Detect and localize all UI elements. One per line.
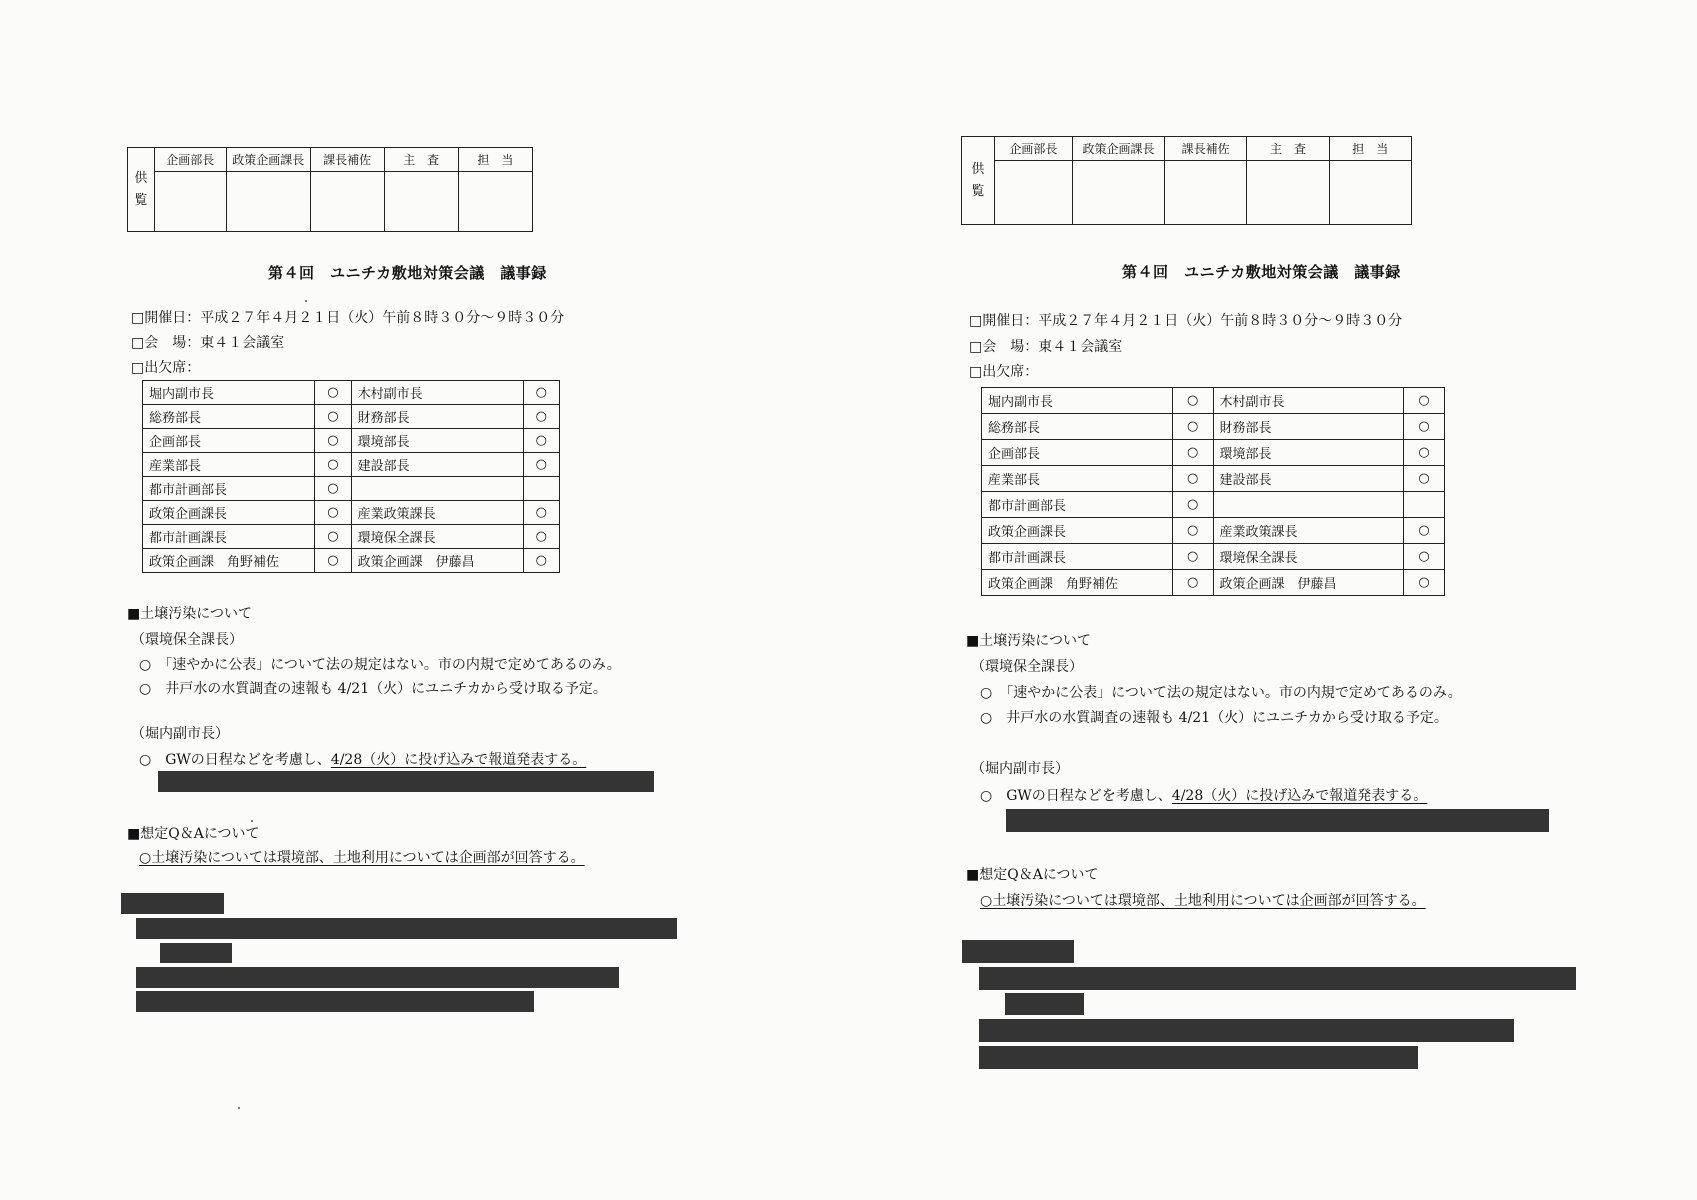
attendance-mark (1404, 492, 1445, 518)
approval-role-header: 課長補佐 (310, 148, 384, 172)
approval-role-header: 政策企画課長 (1073, 137, 1165, 161)
section-heading-qa: ■想定Q＆Aについて (127, 826, 260, 842)
attendee-name: 総務部長 (982, 414, 1173, 440)
attendee-name: 政策企画課長 (143, 501, 315, 525)
minutes-item: ○ 井戸水の水質調査の速報も 4/21（火）にユニチカから受け取る予定。 (139, 681, 607, 697)
approval-sign-cell (1165, 161, 1247, 225)
attendance-mark: ○ (523, 501, 559, 525)
attendee-name: 財務部長 (1213, 414, 1404, 440)
attendance-mark: ○ (1172, 518, 1213, 544)
attendance-mark: ○ (523, 549, 559, 573)
attendee-name: 都市計画課長 (143, 525, 315, 549)
minutes-item (980, 785, 1427, 805)
attendee-name: 堀内副市長 (982, 388, 1173, 414)
attendance-row (143, 549, 560, 573)
minutes-item: ○ 井戸水の水質調査の速報も 4/21（火）にユニチカから受け取る予定。 (980, 710, 1448, 726)
item-text: ○ GWの日程などを考慮し、 (980, 788, 1172, 804)
attendance-row (143, 405, 560, 429)
attendance-row (143, 453, 560, 477)
redaction-bar (979, 967, 1576, 990)
redaction-bar (962, 940, 1074, 963)
redaction-bar (1006, 809, 1549, 832)
attendance-mark: ○ (1172, 414, 1213, 440)
attendee-name: 財務部長 (351, 405, 523, 429)
attendance-row (982, 492, 1445, 518)
attendance-label: □出欠席： (131, 360, 201, 376)
attendance-mark: ○ (523, 453, 559, 477)
attendance-mark (523, 477, 559, 501)
attendance-row (143, 501, 560, 525)
attendance-mark: ○ (523, 429, 559, 453)
attendee-name: 企画部長 (982, 440, 1173, 466)
attendee-name (351, 477, 523, 501)
attendance-row (982, 388, 1445, 414)
item-underlined-text: ○土壌汚染については環境部、土地利用については企画部が回答する。 (980, 893, 1426, 909)
attendee-name: 都市計画部長 (143, 477, 315, 501)
approval-role-header: 企画部長 (994, 137, 1072, 161)
meeting-date: □開催日：平成２７年４月２１日（火）午前８時３０分～９時３０分 (969, 313, 1403, 329)
attendance-mark: ○ (315, 525, 351, 549)
attendance-mark: ○ (1404, 544, 1445, 570)
section-heading-qa: ■想定Q＆Aについて (966, 867, 1099, 883)
section-heading-soil: ■土壌汚染について (127, 606, 252, 622)
attendee-name: 環境保全課長 (1213, 544, 1404, 570)
attendee-name: 総務部長 (143, 405, 315, 429)
attendance-mark: ○ (1404, 440, 1445, 466)
attendance-mark: ○ (523, 525, 559, 549)
item-underlined-text: 4/28（火）に投げ込みで報道発表する。 (1171, 788, 1428, 804)
attendee-name: 政策企画課 角野補佐 (143, 549, 315, 573)
attendee-name: 産業政策課長 (351, 501, 523, 525)
approval-role-header: 課長補佐 (1165, 137, 1247, 161)
attendance-row (982, 570, 1445, 596)
attendance-mark: ○ (1404, 466, 1445, 492)
attendance-row (982, 518, 1445, 544)
attendance-mark: ○ (1404, 388, 1445, 414)
attendee-name: 都市計画課長 (982, 544, 1173, 570)
speaker-env-section-chief: （環境保全課長） (971, 659, 1083, 675)
approval-role-header: 企画部長 (154, 148, 226, 172)
minutes-item: ○ 「速やかに公表」について法の規定はない。市の内規で定めてあるのみ。 (139, 657, 621, 673)
attendance-mark: ○ (315, 453, 351, 477)
attendance-row (982, 544, 1445, 570)
approval-role-header: 担 当 (458, 148, 532, 172)
redaction-bar (979, 1046, 1418, 1069)
attendee-name: 政策企画課 角野補佐 (982, 570, 1173, 596)
approval-sign-cell (1247, 161, 1329, 225)
attendee-name: 建設部長 (1213, 466, 1404, 492)
approval-sign-cell (1073, 161, 1165, 225)
approval-stamp-box (961, 136, 1412, 225)
approval-sign-cell (384, 172, 458, 232)
attendance-mark: ○ (315, 501, 351, 525)
attendance-table (981, 387, 1445, 596)
approval-side-label: 供 覧 (128, 148, 155, 232)
attendance-mark: ○ (1172, 388, 1213, 414)
redaction-bar (160, 943, 232, 963)
approval-sign-cell (1329, 161, 1411, 225)
minutes-item (980, 890, 1426, 910)
approval-side-label: 供 覧 (962, 137, 995, 225)
approval-stamp-box (127, 147, 533, 232)
attendance-row (982, 414, 1445, 440)
speaker-vice-mayor: （堀内副市長） (971, 761, 1069, 777)
attendance-row (982, 440, 1445, 466)
item-underlined-text: ○土壌汚染については環境部、土地利用については企画部が回答する。 (139, 850, 585, 866)
redaction-bar (136, 918, 677, 939)
attendance-row (143, 525, 560, 549)
approval-sign-cell (310, 172, 384, 232)
attendance-mark: ○ (315, 405, 351, 429)
scan-speck (305, 300, 307, 302)
approval-sign-cell (154, 172, 226, 232)
attendee-name: 環境部長 (1213, 440, 1404, 466)
attendee-name: 堀内副市長 (143, 381, 315, 405)
approval-role-header: 政策企画課長 (226, 148, 310, 172)
scan-speck (238, 1107, 240, 1109)
attendee-name: 木村副市長 (1213, 388, 1404, 414)
document-page-left (0, 0, 848, 1200)
attendee-name: 建設部長 (351, 453, 523, 477)
redaction-bar (979, 1019, 1514, 1042)
attendance-mark: ○ (315, 381, 351, 405)
attendee-name: 木村副市長 (351, 381, 523, 405)
approval-sign-cell (994, 161, 1072, 225)
meeting-venue: □会 場：東４１会議室 (969, 339, 1123, 355)
approval-role-header: 主 査 (1247, 137, 1329, 161)
approval-sign-cell (226, 172, 310, 232)
minutes-item (139, 847, 585, 867)
redaction-bar (1005, 993, 1084, 1015)
attendee-name: 政策企画課 伊藤昌 (1213, 570, 1404, 596)
attendee-name (1213, 492, 1404, 518)
attendance-mark: ○ (1172, 492, 1213, 518)
redaction-bar (121, 893, 224, 914)
attendance-mark: ○ (1172, 544, 1213, 570)
attendance-mark: ○ (1404, 570, 1445, 596)
speaker-env-section-chief: （環境保全課長） (131, 632, 243, 648)
attendee-name: 環境保全課長 (351, 525, 523, 549)
item-underlined-text: 4/28（火）に投げ込みで報道発表する。 (330, 752, 587, 768)
meeting-venue: □会 場：東４１会議室 (131, 335, 285, 351)
attendance-mark: ○ (1172, 570, 1213, 596)
attendance-mark: ○ (315, 429, 351, 453)
page-title: 第４回 ユニチカ敷地対策会議 議事録 (1122, 263, 1401, 281)
attendee-name: 環境部長 (351, 429, 523, 453)
redaction-bar (158, 771, 654, 792)
attendance-mark: ○ (1404, 518, 1445, 544)
attendance-mark: ○ (315, 549, 351, 573)
attendance-mark: ○ (1172, 466, 1213, 492)
attendance-row (982, 466, 1445, 492)
redaction-bar (136, 967, 619, 988)
attendee-name: 産業部長 (982, 466, 1173, 492)
minutes-item: ○ 「速やかに公表」について法の規定はない。市の内規で定めてあるのみ。 (980, 685, 1462, 701)
approval-role-header: 担 当 (1329, 137, 1411, 161)
attendance-label: □出欠席： (969, 364, 1039, 380)
attendee-name: 都市計画部長 (982, 492, 1173, 518)
attendance-table (142, 380, 560, 573)
attendee-name: 政策企画課長 (982, 518, 1173, 544)
attendance-mark: ○ (523, 405, 559, 429)
attendance-mark: ○ (1172, 440, 1213, 466)
minutes-item (139, 749, 586, 769)
scan-speck (251, 820, 253, 822)
attendance-mark: ○ (315, 477, 351, 501)
approval-sign-cell (458, 172, 532, 232)
meeting-date: □開催日：平成２７年４月２１日（火）午前８時３０分～９時３０分 (131, 310, 565, 326)
attendee-name: 産業政策課長 (1213, 518, 1404, 544)
speaker-vice-mayor: （堀内副市長） (131, 726, 229, 742)
attendee-name: 産業部長 (143, 453, 315, 477)
attendance-row (143, 381, 560, 405)
approval-role-header: 主 査 (384, 148, 458, 172)
item-text: ○ GWの日程などを考慮し、 (139, 752, 331, 768)
document-page-right (849, 0, 1697, 1200)
attendee-name: 企画部長 (143, 429, 315, 453)
attendance-row (143, 429, 560, 453)
section-heading-soil: ■土壌汚染について (966, 633, 1091, 649)
attendance-mark: ○ (1404, 414, 1445, 440)
page-title: 第４回 ユニチカ敷地対策会議 議事録 (268, 264, 547, 282)
attendee-name: 政策企画課 伊藤昌 (351, 549, 523, 573)
attendance-mark: ○ (523, 381, 559, 405)
attendance-row (143, 477, 560, 501)
redaction-bar (136, 991, 534, 1012)
